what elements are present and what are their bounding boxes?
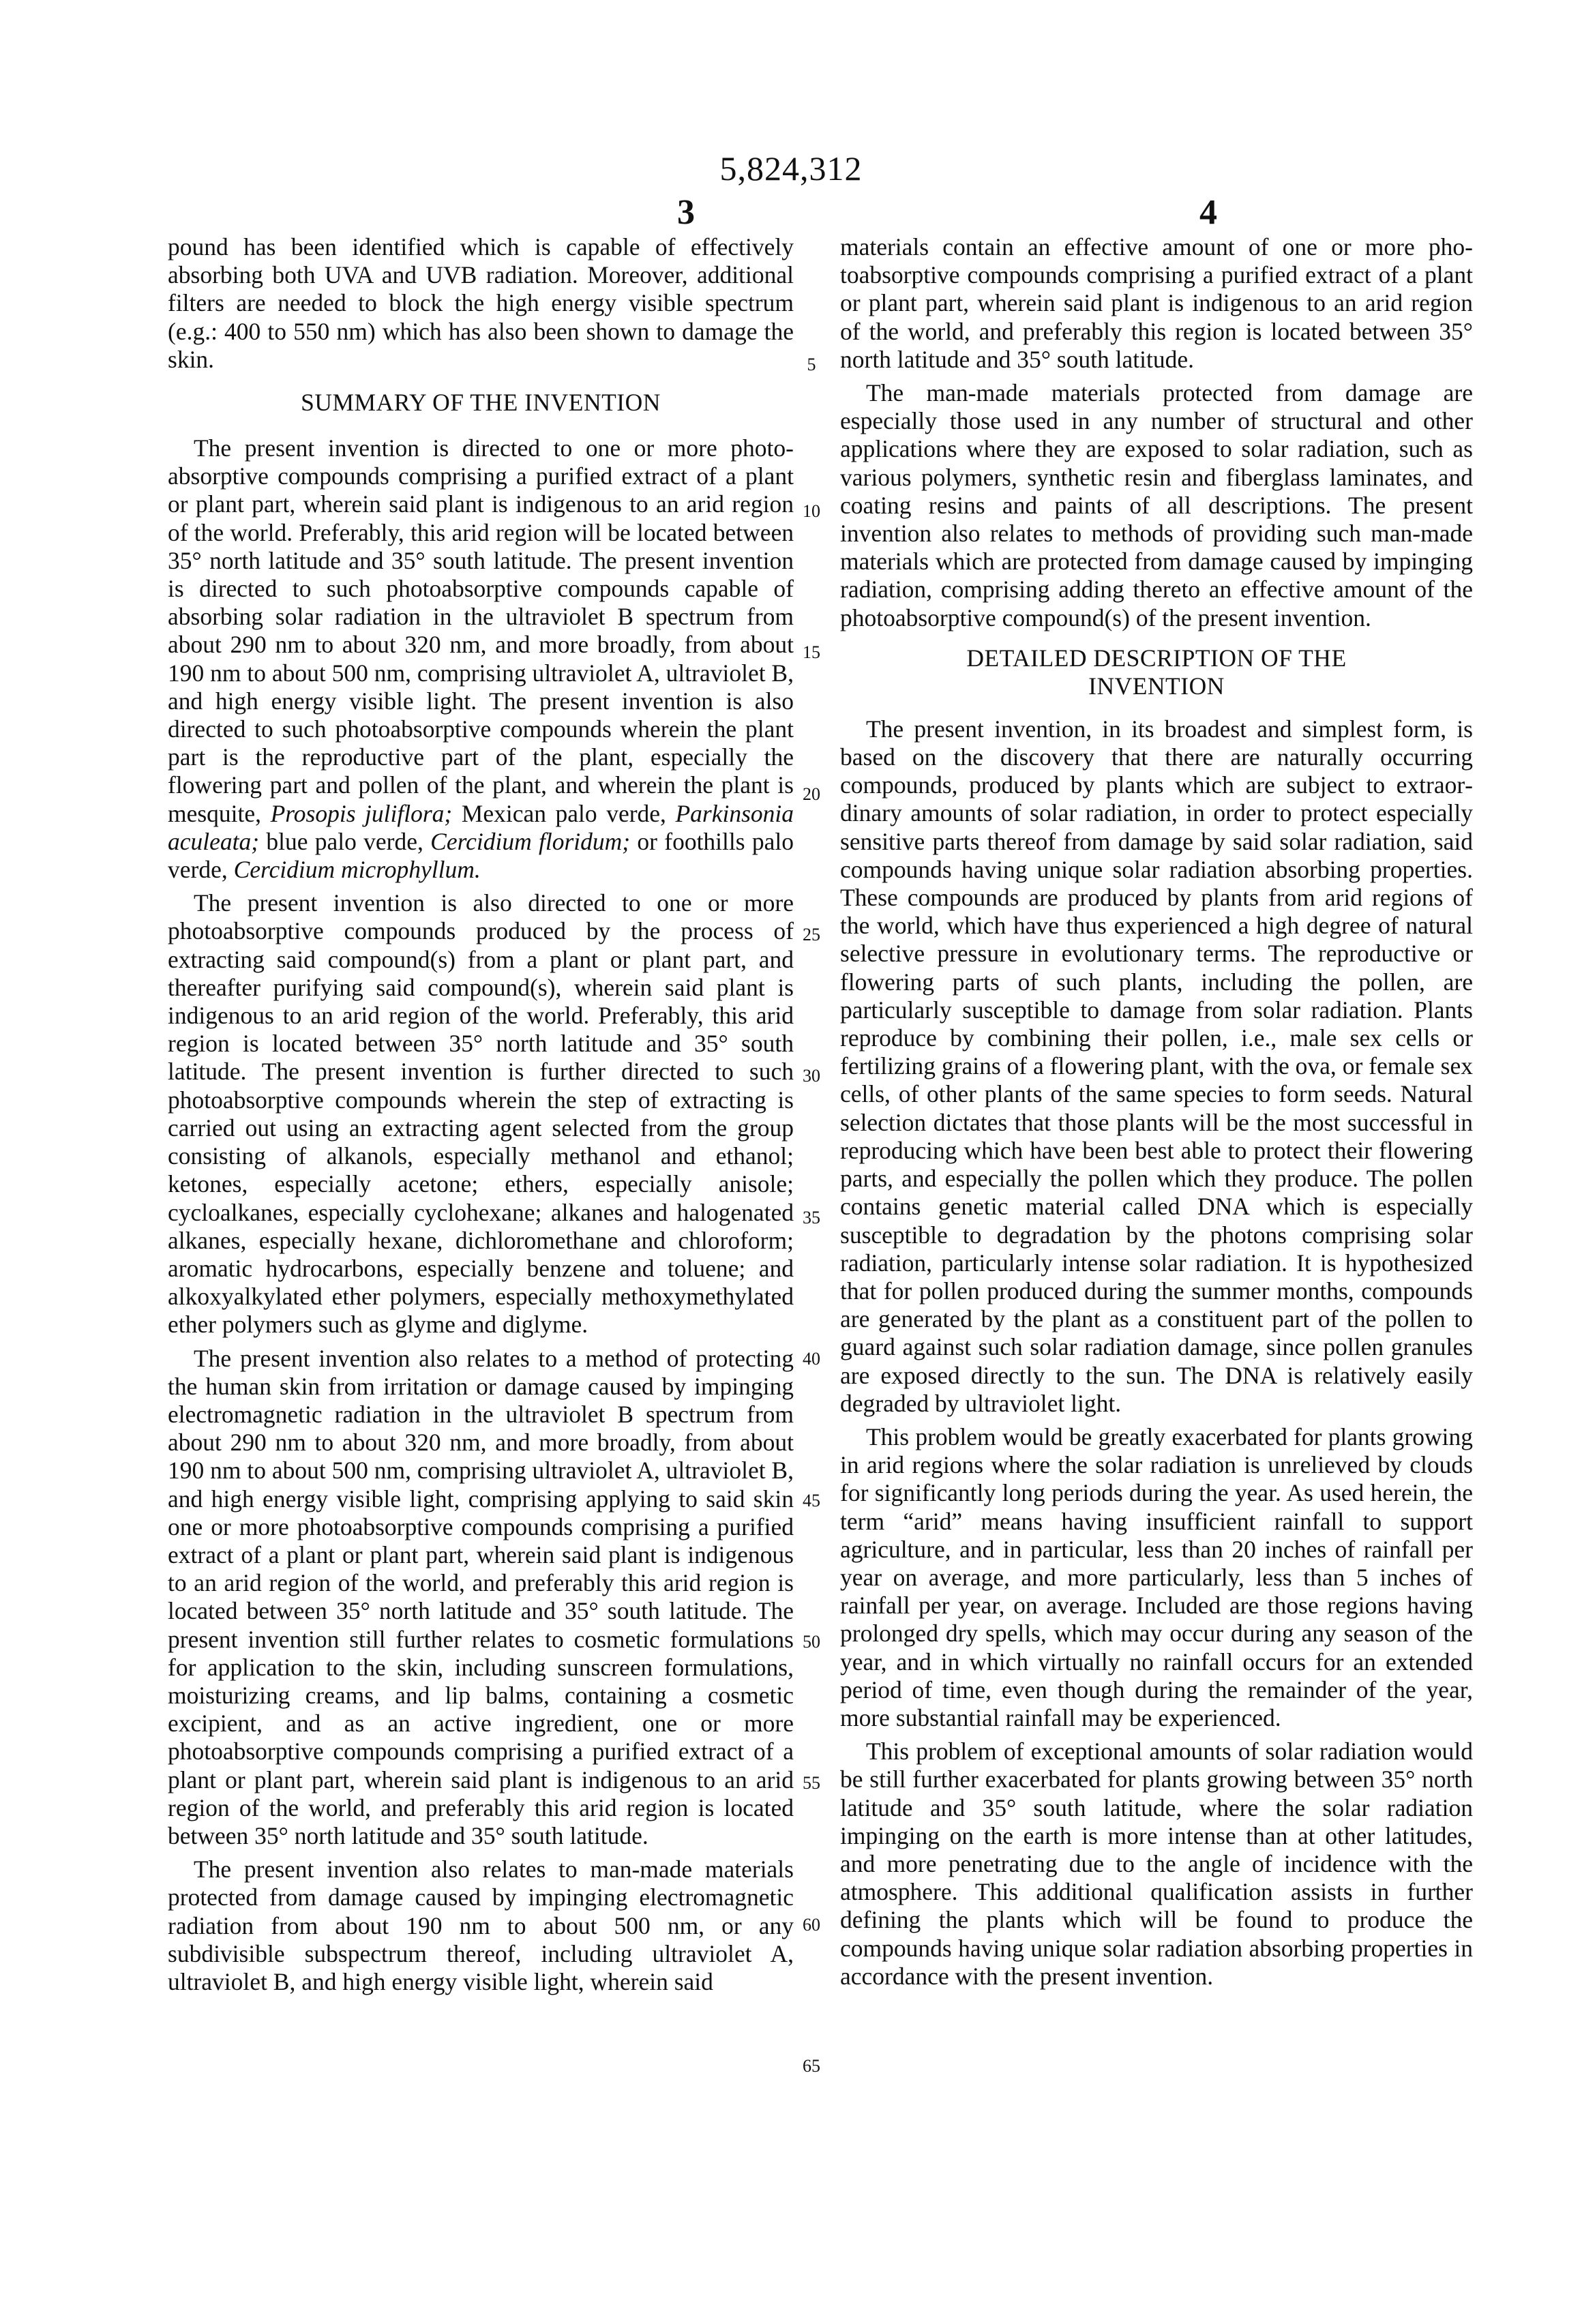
line-number: 55 bbox=[803, 1773, 820, 1793]
section-heading-detailed-description bbox=[840, 644, 1473, 700]
paragraph: pound has been identified which is capable of effectively absorbing both UVA and UVB radiation. Moreover, additional filters are needed to block the high energy visible spectrum (e.g.: 400 to 550 nm) which has also been shown to damage the skin. bbox=[168, 233, 794, 373]
paragraph: The present invention, in its broadest and simplest form, is based on the discovery that there are naturally occurring compounds, produced by plants which are subject to extraordinary amounts of solar radiation, in order to protect especially sensitive parts thereof from damage by said solar radiation, said compounds having unique solar radiation absorbing properties. These compounds are produced by plants from arid regions of the world, which have thus experienced a high degree of natural selective pressure in evolutionary terms. The reproductive or flowering parts of such plants, including the pollen, are particularly susceptible to damage from solar radiation. Plants reproduce by combining their pollen, i.e., male sex cells or fertilizing grains of a flowering plant, with the ova, or female sex cells, of other plants of the same species to form seeds. Natural selection dictates that those plants will be the most successful in reproducing which have been best able to protect their flowering parts, and especially the pollen which they produce. The pollen contains genetic material called DNA which is especially susceptible to degradation by the photons comprising solar radiation, particularly intense solar radiation. It is hypothesized that for pollen produced during the summer months, compounds are generated by the plant as a constituent part of the pollen to guard against such solar radiation damage, since pollen granules are exposed directly to the sun. The DNA is relatively easily degraded by ultraviolet light. bbox=[840, 715, 1473, 1417]
line-number: 45 bbox=[803, 1491, 820, 1510]
paragraph: The present invention is also directed to one or more photoabsorptive compounds produced by the process of extracting said compound(s) from a plant or plant part, and thereafter purifying said compound(s), wherein said plant is indigenous to an arid region of the world. Preferably, this arid region is located between 35° north latitude and 35° south latitude. The present invention is further directed to such photoabsorptive compounds wherein the step of extracting is carried out using an extracting agent selected from the group consisting of alkanols, especially methanol and ethanol; ketones, especially acetone; ethers, especially anisole; cycloalkanes, especially cyclohexane; alkanes and halogenated alkanes, especially hexane, dichloromethane and chloroform; aromatic hydrocarbons, especially benzene and toluene; and alkoxyalkylated ether polymers, especially methoxymethylated ether polymers such as glyme and diglyme. bbox=[168, 889, 794, 1339]
line-number: 25 bbox=[803, 925, 820, 944]
section-heading-summary: SUMMARY OF THE INVENTION bbox=[301, 389, 661, 417]
line-number: 30 bbox=[803, 1066, 820, 1086]
species-name: Prosopis juliflora; bbox=[270, 799, 453, 827]
line-number: 40 bbox=[803, 1349, 820, 1369]
paragraph: This problem would be greatly exacerbated for plants growing in arid regions where the solar radiation is unrelieved by clouds for significantly long periods during the year. As used herein, the term “arid” means having insufficient rainfall to support agriculture, and in particular, less than 20 inches of rainfall per year on average, and more particularly, less than 5 inches of rainfall per year, on average. Included are those regions having prolonged dry spells, which may occur during any season of the year, and in which virtually no rainfall occurs for an extended period of time, even though during the remainder of the year, more substantial rainfall may be experienced. bbox=[840, 1422, 1473, 1731]
species-name: Cercidium microphyllum. bbox=[233, 856, 481, 884]
paragraph-text: Mexican palo verde, bbox=[452, 799, 676, 827]
paragraph: This problem of exceptional amounts of solar radiation would be still further exacerbated for plants growing between 35° north latitude and 35° south latitude, where the solar radiation impinging on the earth is more intense than at other latitudes, and more penetrating due to the angle of incidence with the atmosphere. This additional qualification assists in further defining the plants which will be found to produce the compounds having unique solar radiation absorbing properties in accordance with the present invention. bbox=[840, 1738, 1473, 1990]
paragraph-text: blue palo verde, bbox=[259, 827, 431, 855]
paragraph: The man-made materials protected from damage are especially those used in any number of structural and other applications where they are exposed to solar radiation, such as various polymers, synthetic resin and fiberglass laminates, and coating resins and paints of all descriptions. The present invention also relates to methods of providing such man-made materials which are protected from damage caused by impinging radiation, comprising adding thereto an effective amount of the photoabsorptive compound(s) of the present invention. bbox=[840, 379, 1473, 631]
column-number-left: 3 bbox=[677, 193, 695, 232]
patent-number: 5,824,312 bbox=[719, 149, 863, 188]
line-number: 60 bbox=[803, 1915, 820, 1935]
paragraph bbox=[168, 434, 794, 884]
heading-line: DETAILED DESCRIPTION OF THE bbox=[966, 644, 1347, 672]
line-number: 35 bbox=[803, 1208, 820, 1227]
column-number-right: 4 bbox=[1199, 193, 1217, 232]
species-name: Parkinsonia aculeata; bbox=[168, 799, 794, 855]
line-number: 10 bbox=[803, 501, 820, 521]
left-column bbox=[168, 233, 794, 2001]
line-number: 20 bbox=[803, 784, 820, 804]
line-number: 15 bbox=[803, 642, 820, 662]
line-number: 5 bbox=[807, 355, 816, 374]
species-name: Cercidium floridum; bbox=[430, 827, 631, 855]
heading-line: INVENTION bbox=[1088, 672, 1225, 700]
line-number: 65 bbox=[803, 2056, 820, 2076]
paragraph-text: The present invention is directed to one or more photo-absorptive compounds comprising a purified extract of a plant or plant part, wherein said plant is indigenous to an arid region of the world. Preferably, this arid region will be located between 35° north latitude and 35° south latitude. The present invention is directed to such photoabsorptive compounds capable of absorbing solar radiation in the ultraviolet B spectrum from about 290 nm to about 320 nm, and more broadly, from about 190 nm to about 500 nm, comprising ultraviolet A, ultraviolet B, and high energy visible light. The present invention is also directed to such photoabsorptive compounds wherein the plant part is the reproductive part of the plant, especially the flowering part and pollen of the plant, and wherein the plant is mesquite, bbox=[168, 434, 794, 827]
line-number: 50 bbox=[803, 1632, 820, 1652]
paragraph: The present invention also relates to a method of protecting the human skin from irritation or damage caused by impinging electromagnetic radiation in the ultraviolet B spectrum from about 290 nm to about 320 nm, and more broadly, from about 190 nm to about 500 nm, comprising ultraviolet A, ultraviolet B, and high energy visible light, comprising applying to said skin one or more photoabsorptive compounds comprising a purified extract of a plant or plant part, wherein said plant is indigenous to an arid region of the world, and preferably this arid region is located between 35° north latitude and 35° south latitude. The present invention still further relates to cosmetic formulations for application to the skin, including sunscreen formulations, moisturizing creams, and lip balms, containing a cosmetic excipient, and as an active ingredient, one or more photoabsorptive compounds comprising a purified extract of a plant or plant part, wherein said plant is indigenous to an arid region of the world, and preferably this arid region is located between 35° north latitude and 35° south latitude. bbox=[168, 1344, 794, 1849]
paragraph: The present invention also relates to man-made materials protected from damage caused by impinging electromagnetic radiation from about 190 nm to about 500 nm, or any subdivisible subspectrum thereof, including ultraviolet A, ultraviolet B, and high energy visible light, wherein said bbox=[168, 1856, 794, 1995]
right-column bbox=[840, 233, 1473, 1996]
paragraph: materials contain an effective amount of one or more photoabsorptive compounds comprising a purified extract of a plant or plant part, wherein said plant is indigenous to an arid region of the world, and preferably this region is located between 35° north latitude and 35° south latitude. bbox=[840, 233, 1473, 373]
paragraph-text: or foothills palo verde, bbox=[168, 827, 794, 884]
